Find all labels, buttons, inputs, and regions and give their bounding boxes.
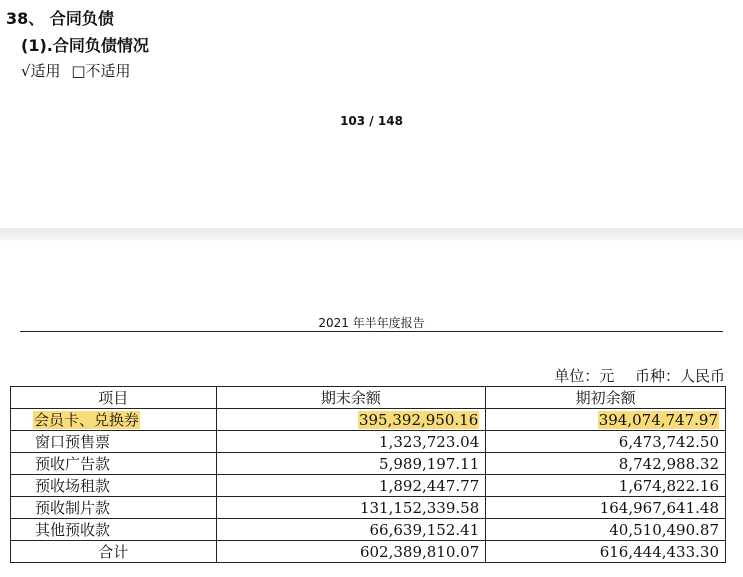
contract-liabilities-table (10, 386, 726, 563)
row-item: 窗口预售票 (11, 431, 217, 453)
highlighted-beginning-balance: 394,074,747.97 (598, 410, 718, 429)
row-ending-balance: 1,892,447.77 (216, 475, 486, 497)
row-beginning-balance: 6,473,742.50 (486, 431, 726, 453)
table-row (11, 519, 726, 541)
total-row (11, 541, 726, 563)
table-row (11, 475, 726, 497)
report-header-title: 2021 年半年度报告 (318, 316, 425, 330)
row-ending-balance: 1,323,723.04 (216, 431, 486, 453)
total-label: 合计 (11, 541, 217, 563)
table-row (11, 409, 726, 431)
table-row (11, 497, 726, 519)
total-ending-balance: 602,389,810.07 (216, 541, 486, 563)
table-header-row (11, 387, 726, 409)
header-rule (20, 331, 723, 332)
page-number: 103 / 148 (340, 114, 403, 128)
row-item (11, 409, 217, 431)
not-applicable-option: □不适用 (71, 62, 131, 80)
row-ending-balance (216, 409, 486, 431)
highlighted-ending-balance: 395,392,950.16 (358, 410, 479, 429)
applicable-option: √适用 (21, 62, 61, 80)
row-ending-balance: 66,639,152.41 (216, 519, 486, 541)
section-subtitle: (1).合同负债情况 (21, 36, 149, 55)
currency-label: 币种：人民币 (634, 367, 725, 385)
row-beginning-balance: 1,674,822.16 (486, 475, 726, 497)
header-ending-balance: 期末余额 (216, 387, 486, 409)
page-break (0, 228, 743, 242)
table-row (11, 431, 726, 453)
unit-label: 单位：元 (554, 367, 615, 385)
applicability-line (21, 60, 137, 81)
row-item: 预收制片款 (11, 497, 217, 519)
row-beginning-balance: 40,510,490.87 (486, 519, 726, 541)
row-ending-balance: 5,989,197.11 (216, 453, 486, 475)
total-beginning-balance: 616,444,433.30 (486, 541, 726, 563)
row-beginning-balance (486, 409, 726, 431)
row-ending-balance: 131,152,339.58 (216, 497, 486, 519)
header-beginning-balance: 期初余额 (486, 387, 726, 409)
unit-currency-line (538, 365, 725, 386)
row-beginning-balance: 164,967,641.48 (486, 497, 726, 519)
row-beginning-balance: 8,742,988.32 (486, 453, 726, 475)
row-item: 预收广告款 (11, 453, 217, 475)
row-item: 其他预收款 (11, 519, 217, 541)
previous-page-section (0, 0, 743, 228)
row-item: 预收场租款 (11, 475, 217, 497)
highlighted-item: 会员卡、兑换券 (34, 411, 140, 429)
table-row (11, 453, 726, 475)
section-title: 38、 合同负债 (6, 9, 114, 28)
header-item: 项目 (11, 387, 217, 409)
